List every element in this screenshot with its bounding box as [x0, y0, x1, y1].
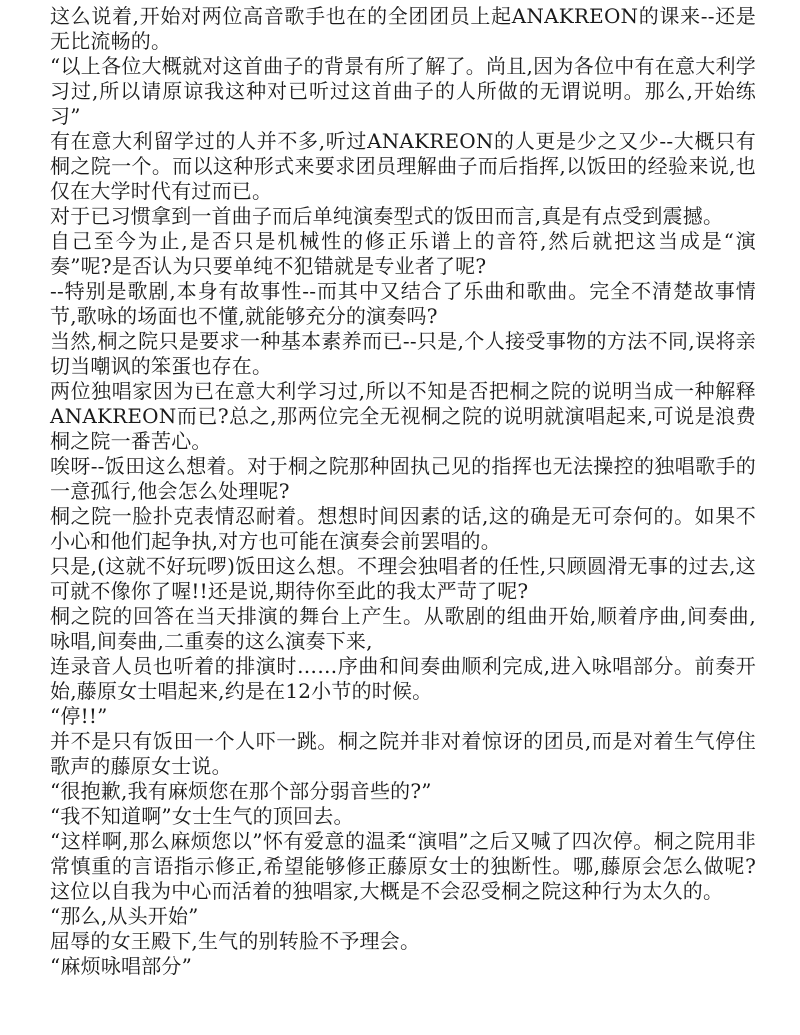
- paragraph: “以上各位大概就对这首曲子的背景有所了解了。尚且,因为各位中有在意大利学习过,所以请原谅我这种对已听过这首曲子的人所做的无谓说明。那么,开始练习”: [50, 54, 756, 128]
- paragraph: 自己至今为止,是否只是机械性的修正乐谱上的音符,然后就把这当成是“演奏”呢?是否认为只要单纯不犯错就是专业者了呢?: [50, 229, 756, 278]
- paragraph: 桐之院一脸扑克表情忍耐着。想想时间因素的话,这的确是无可奈何的。如果不小心和他们起争执,对方也可能在演奏会前罢唱的。: [50, 504, 756, 553]
- paragraph: 有在意大利留学过的人并不多,听过ANAKREON的人更是少之又少--大概只有桐之院一个。而以这种形式来要求团员理解曲子而后指挥,以饭田的经验来说,也仅在大学时代有过而已。: [50, 129, 756, 203]
- paragraph: 屈辱的女王殿下,生气的别转脸不予理会。: [50, 929, 421, 953]
- paragraph: “很抱歉,我有麻烦您在那个部分弱音些的?”: [50, 779, 432, 803]
- paragraph: 连录音人员也听着的排演时……序曲和间奏曲顺利完成,进入咏唱部分。前奏开始,藤原女士唱起来,约是在12小节的时候。: [50, 654, 756, 703]
- paragraph: “我不知道啊”女士生气的顶回去。: [50, 804, 354, 828]
- paragraph: 桐之院的回答在当天排演的舞台上产生。从歌剧的组曲开始,顺着序曲,间奏曲,咏唱,间奏曲,二重奏的这么演奏下来,: [50, 604, 756, 653]
- paragraph: --特别是歌剧,本身有故事性--而其中又结合了乐曲和歌曲。完全不清楚故事情节,歌咏的场面也不懂,就能够充分的演奏吗?: [50, 279, 756, 328]
- paragraph: “麻烦咏唱部分”: [50, 954, 193, 978]
- paragraph: 唉呀--饭田这么想着。对于桐之院那种固执己见的指挥也无法操控的独唱歌手的一意孤行,他会怎么处理呢?: [50, 454, 756, 503]
- paragraph: “那么,从头开始”: [50, 904, 199, 928]
- paragraph: “停!!”: [50, 704, 108, 728]
- paragraph: 两位独唱家因为已在意大利学习过,所以不知是否把桐之院的说明当成一种解释ANAKREON而已?总之,那两位完全无视桐之院的说明就演唱起来,可说是浪费桐之院一番苦心。: [50, 379, 756, 453]
- paragraph: 对于已习惯拿到一首曲子而后单纯演奏型式的饭田而言,真是有点受到震撼。: [50, 204, 724, 228]
- paragraph: 并不是只有饭田一个人吓一跳。桐之院并非对着惊讶的团员,而是对着生气停住歌声的藤原女士说。: [50, 729, 756, 778]
- paragraph: 只是,(这就不好玩啰)饭田这么想。不理会独唱者的任性,只顾圆滑无事的过去,这可就不像你了喔!!还是说,期待你至此的我太严苛了呢?: [50, 554, 756, 603]
- paragraph: 当然,桐之院只是要求一种基本素养而已--只是,个人接受事物的方法不同,误将亲切当嘲讽的笨蛋也存在。: [50, 329, 756, 378]
- paragraph: 这么说着,开始对两位高音歌手也在的全团团员上起ANAKREON的课来--还是无比流畅的。: [50, 4, 756, 53]
- paragraph: “这样啊,那么麻烦您以”怀有爱意的温柔“演唱”之后又喊了四次停。桐之院用非常慎重的言语指示修正,希望能够修正藤原女士的独断性。哪,藤原会怎么做呢?这位以自我为中心而活着的独唱家,大概是不会忍受桐之院这种行为太久的。: [50, 829, 756, 903]
